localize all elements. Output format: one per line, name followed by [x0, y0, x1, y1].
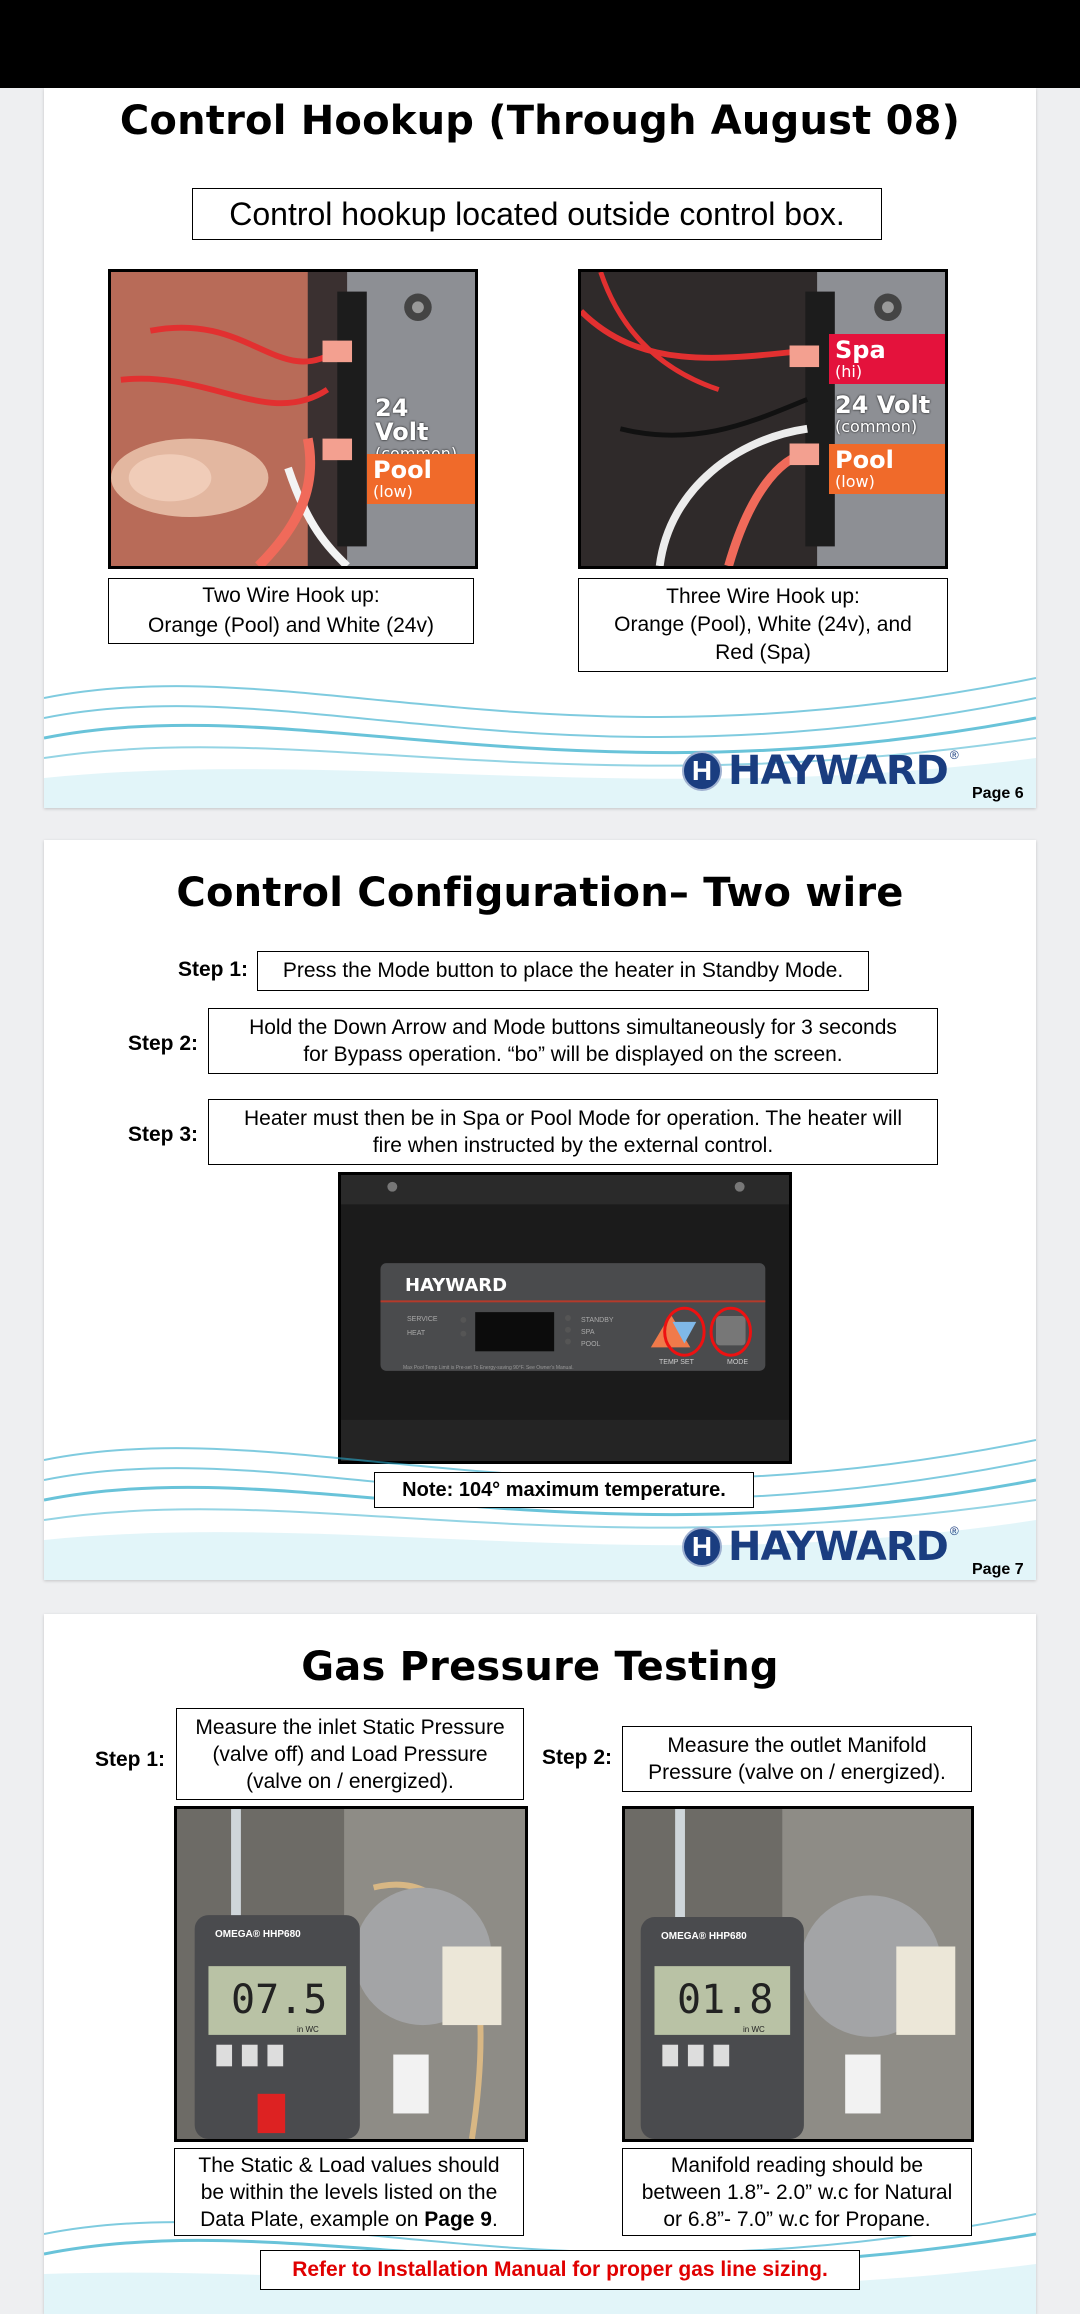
logo-reg: ® [949, 1524, 959, 1538]
label-pool: Pool (low) [829, 444, 945, 494]
panel-brand: HAYWARD [405, 1275, 508, 1296]
panel-fine-print: Max Pool Temp Limit is Pre-set To Energy-saving 90°F. See Owner's Manual. [403, 1365, 574, 1371]
logo-text: HAYWARD [728, 748, 948, 794]
meter-unit: in WC [743, 2025, 765, 2034]
caption-line: be within the levels listed on the [200, 2180, 498, 2204]
label-24-volt: 24 Volt (common) [835, 391, 931, 436]
led-label: HEAT [407, 1330, 426, 1337]
caption-text: . [492, 2207, 498, 2231]
step-line: Pressure (valve on / energized). [648, 1761, 946, 1784]
step-line: (valve on / energized). [246, 1769, 454, 1793]
panel-right-leds [581, 1315, 614, 1351]
step-1-box: Press the Mode button to place the heater in Standby Mode. [257, 951, 869, 991]
step-label: Step 3: [128, 1123, 199, 1146]
step-2-box [208, 1008, 938, 1074]
caption-line: Orange (Pool) and White (24v) [148, 614, 434, 637]
panel-left-leds [407, 1313, 438, 1341]
led-label: SERVICE [407, 1316, 438, 1323]
inlet-caption [174, 2148, 524, 2236]
warning-box: Refer to Installation Manual for proper gas line sizing. [260, 2250, 860, 2290]
note-box: Note: 104° maximum temperature. [374, 1472, 754, 1508]
hayward-logo [682, 1524, 959, 1570]
two-wire-photo [108, 269, 478, 569]
caption-line: Manifold reading should be [670, 2153, 924, 2177]
caption-text: Data Plate, example on [200, 2207, 425, 2231]
page-reference: Page 9 [424, 2207, 492, 2231]
meter-brand: OMEGA® HHP680 [661, 1931, 747, 1942]
caption-line: or 6.8”- 7.0” w.c for Propane. [663, 2207, 931, 2231]
caption-line: Orange (Pool), White (24v), and [614, 613, 912, 636]
caption-line [200, 2206, 498, 2233]
meter-reading: 01.8 [677, 1977, 774, 2023]
step-label: Step 2: [128, 1032, 199, 1055]
logo-mark: H [682, 751, 722, 791]
manifold-caption [622, 2148, 972, 2236]
two-wire-caption [108, 578, 474, 644]
logo-text: HAYWARD [728, 1524, 948, 1570]
label-24-volt: 24 Volt [375, 394, 429, 446]
label-spa: Spa (hi) [829, 334, 945, 384]
inlet-pressure-photo [174, 1806, 528, 2142]
step-line: fire when instructed by the external control. [372, 1134, 774, 1157]
caption-line: between 1.8”- 2.0” w.c for Natural [641, 2180, 953, 2204]
step-line: Hold the Down Arrow and Mode buttons simultaneously for 3 seconds [249, 1016, 897, 1039]
caption-line: Three Wire Hook up: [666, 585, 860, 608]
step-label: Step 1: [95, 1748, 166, 1771]
meter-unit: in WC [297, 2025, 319, 2034]
led-label: SPA [581, 1329, 595, 1336]
step-line: (valve off) and Load Pressure [212, 1742, 488, 1766]
logo-mark: H [682, 1527, 722, 1567]
step-label: Step 2: [542, 1746, 613, 1769]
step-line: Heater must then be in Spa or Pool Mode for operation. The heater will [244, 1107, 902, 1130]
caption-line: Red (Spa) [715, 641, 811, 664]
step-line: for Bypass operation. “bo” will be displayed on the screen. [303, 1043, 843, 1066]
caption-line: Two Wire Hook up: [202, 584, 380, 607]
slide-title: Control Configuration– Two wire [176, 870, 904, 916]
meter-reading: 07.5 [231, 1977, 328, 2023]
mode-label: MODE [727, 1359, 748, 1366]
logo-reg: ® [949, 748, 959, 762]
slide-title: Gas Pressure Testing [301, 1644, 779, 1690]
slide-control-configuration [44, 840, 1036, 1580]
meter-brand: OMEGA® HHP680 [215, 1929, 301, 1940]
step-2-box [622, 1726, 972, 1792]
manifold-pressure-photo [622, 1806, 974, 2142]
led-label: POOL [581, 1341, 601, 1348]
led-label: STANDBY [581, 1317, 614, 1324]
page-number: Page 7 [972, 1561, 1024, 1578]
slide-title: Control Hookup (Through August 08) [119, 98, 961, 144]
three-wire-photo [578, 269, 948, 569]
temp-set-label: TEMP SET [659, 1359, 694, 1366]
subtitle-box: Control hookup located outside control box. [192, 188, 882, 240]
step-line: Measure the outlet Manifold [667, 1734, 927, 1757]
status-bar [0, 0, 1080, 88]
caption-line: The Static & Load values should [198, 2153, 500, 2177]
step-line: Measure the inlet Static Pressure [195, 1715, 505, 1739]
step-label: Step 1: [178, 958, 249, 981]
step-3-box [208, 1099, 938, 1165]
label-pool: Pool (low) [367, 454, 478, 504]
slide-control-hookup [44, 88, 1036, 808]
slide-gas-pressure-testing [44, 1614, 1036, 2314]
hayward-logo [682, 748, 959, 794]
step-1-box [176, 1708, 524, 1800]
page-number: Page 6 [972, 785, 1024, 802]
